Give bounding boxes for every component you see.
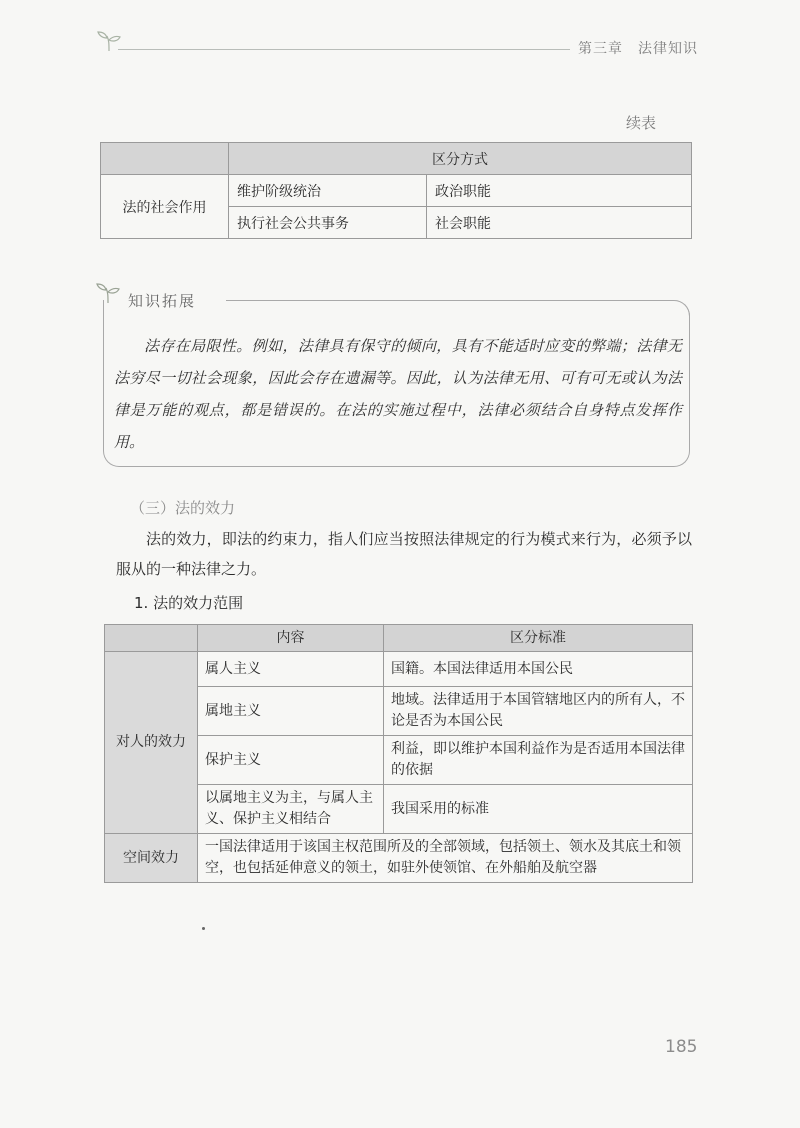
table-row: [105, 652, 693, 687]
box-top-corner: [664, 300, 690, 326]
continued-label: 续表: [626, 114, 657, 132]
box-top-line: [226, 300, 666, 301]
table-row: [105, 834, 693, 883]
header-blank-cell: [101, 143, 229, 175]
table-cell: 属人主义: [198, 652, 384, 687]
table-cell: 利益，即以维护本国利益作为是否适用本国法律的依据: [384, 736, 693, 785]
table-cell: 地域。法律适用于本国管辖地区内的所有人，不论是否为本国公民: [384, 687, 693, 736]
header-blank-cell: [105, 625, 198, 652]
table-cell: 政治职能: [427, 175, 692, 207]
stray-mark: [202, 927, 205, 930]
table-header-row: [101, 143, 692, 175]
table-cell: 属地主义: [198, 687, 384, 736]
table-cell: 维护阶级统治: [229, 175, 427, 207]
table-cell: 以属地主义为主，与属人主义、保护主义相结合: [198, 785, 384, 834]
header-cell: 区分方式: [229, 143, 692, 175]
subsection-title: 1. 法的效力范围: [134, 594, 244, 612]
table-cell: 我国采用的标准: [384, 785, 693, 834]
row-label-cell: 法的社会作用: [101, 175, 229, 239]
section-title: （三）法的效力: [130, 499, 236, 517]
effect-scope-table: [104, 624, 693, 883]
social-function-table: [100, 142, 692, 239]
header-cell-standard: 区分标准: [384, 625, 693, 652]
header-rule: [118, 49, 570, 50]
table-cell: 国籍。本国法律适用本国公民: [384, 652, 693, 687]
table-cell: 一国法律适用于该国主权范围所及的全部领域，包括领土、领水及其底土和领空，也包括延伸意义的领土，如驻外使领馆、在外船舶及航空器: [198, 834, 693, 883]
header-cell-content: 内容: [198, 625, 384, 652]
knowledge-extension-title: 知识拓展: [124, 290, 200, 311]
chapter-title: 第三章 法律知识: [578, 41, 698, 57]
table-cell: 保护主义: [198, 736, 384, 785]
group-label-cell: 空间效力: [105, 834, 198, 883]
table-header-row: [105, 625, 693, 652]
sprout-icon: [96, 282, 120, 304]
group-label-cell: 对人的效力: [105, 652, 198, 834]
table-row: [101, 175, 692, 207]
knowledge-extension-text: 法存在局限性。例如，法律具有保守的倾向，具有不能适时应变的弊端；法律无法穷尽一切社会现象，因此会存在遗漏等。因此，认为法律无用、可有可无或认为法律是万能的观点，都是错误的。在法的实施过程中，法律必须结合自身特点发挥作用。: [114, 337, 682, 451]
section-paragraph: 法的效力，即法的约束力，指人们应当按照法律规定的行为模式来行为，必须予以服从的一种法律之力。: [116, 530, 692, 578]
table-cell: 社会职能: [427, 207, 692, 239]
table-cell: 执行社会公共事务: [229, 207, 427, 239]
page-number: 185: [665, 1037, 698, 1057]
